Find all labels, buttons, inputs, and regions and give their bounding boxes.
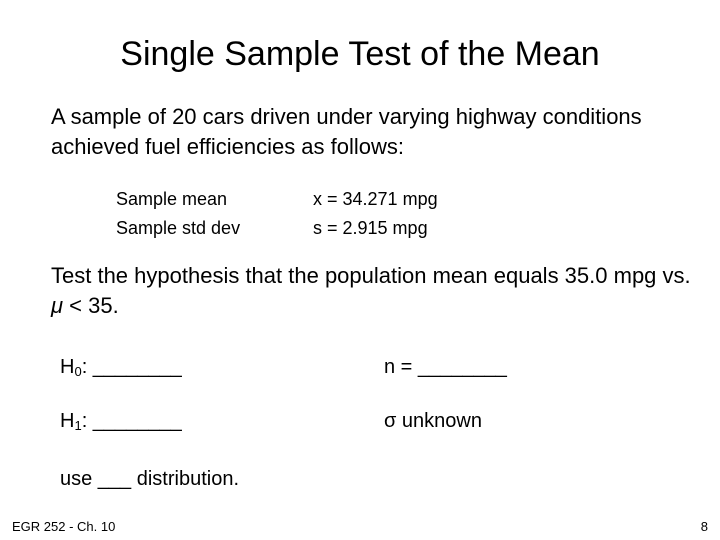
null-hypothesis-letter: H	[60, 356, 75, 378]
hypothesis-tail: < 35.	[63, 293, 119, 318]
alternative-hypothesis-subscript: 1	[74, 418, 82, 433]
hypothesis-paragraph	[51, 261, 691, 321]
slide-title: Single Sample Test of the Mean	[120, 35, 600, 73]
alternative-hypothesis-letter: H	[60, 410, 75, 432]
sample-std-dev-label: Sample std dev	[116, 218, 241, 238]
null-hypothesis-blank: : ________	[81, 356, 182, 378]
footer-page-number: 8	[700, 519, 708, 534]
alternative-hypothesis-blank: : ________	[81, 410, 182, 432]
sample-std-dev-value: s = 2.915 mpg	[313, 218, 428, 238]
sigma-unknown-line: σ unknown	[384, 410, 482, 432]
hypothesis-text: Test the hypothesis that the population mean equals 35.0 mpg vs.	[51, 263, 691, 288]
footer-course-label: EGR 252 - Ch. 10	[12, 519, 116, 534]
sample-mean-value: x = 34.271 mpg	[313, 189, 438, 209]
null-hypothesis-subscript: 0	[74, 364, 82, 379]
sample-size-line: n = ________	[384, 356, 507, 378]
distribution-line: use ___ distribution.	[60, 468, 240, 490]
sample-mean-label: Sample mean	[116, 189, 228, 209]
mu-symbol: μ	[51, 293, 64, 318]
null-hypothesis-line	[60, 354, 182, 380]
alternative-hypothesis-line	[60, 408, 182, 434]
intro-paragraph: A sample of 20 cars driven under varying highway conditions achieved fuel efficiencies as follows:	[51, 104, 642, 159]
